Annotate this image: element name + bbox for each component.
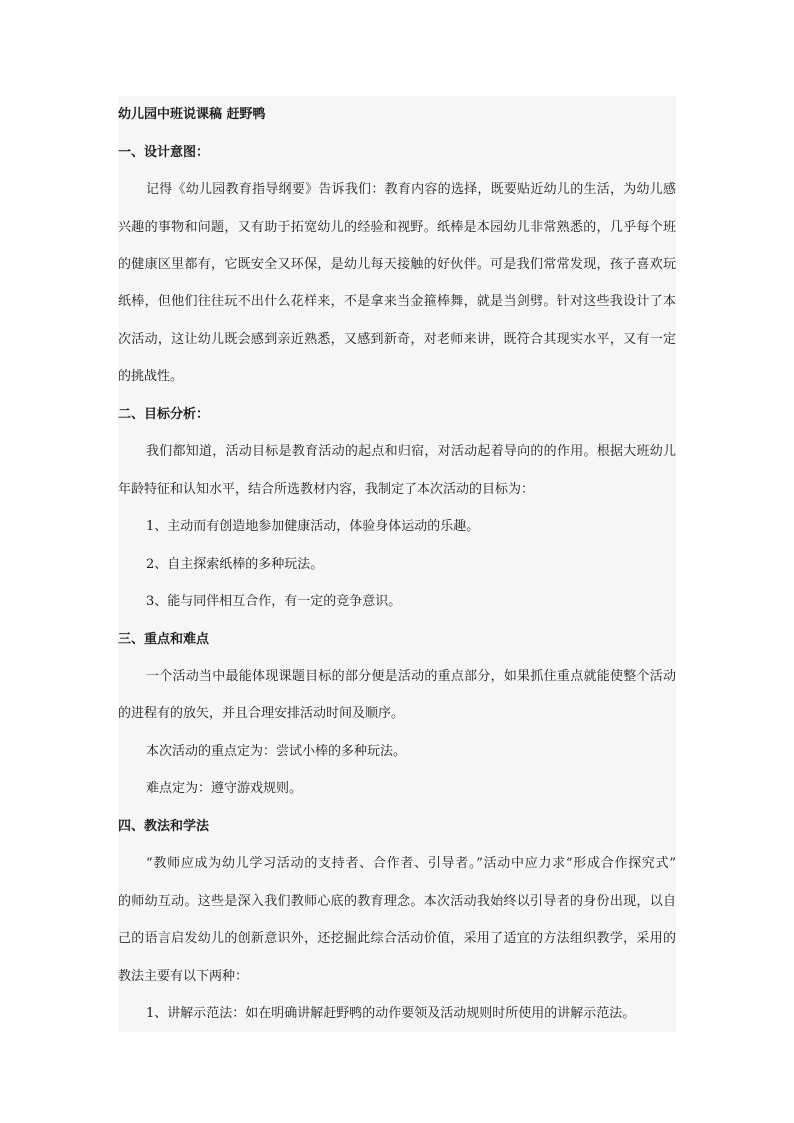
section-heading-teaching-methods: 四、教法和学法 [118,819,210,834]
goal-item: 2、自主探索纸棒的多种玩法。 [146,557,324,572]
paragraph-line: 己的语言启发幼儿的创新意识外，还挖掘此综合活动价值，采用了适宜的方法组织教学，采用的 [118,931,676,946]
paragraph-line: 次活动，这让幼儿既会感到亲近熟悉，又感到新奇，对老师来讲，既符合其现实水平，又有一定 [118,332,676,347]
paragraph-line: 我们都知道，活动目标是教育活动的起点和归宿，对活动起着导向的的作用。根据大班幼儿 [146,444,676,459]
goal-item: 1、主动而有创造地参加健康活动，体验身体运动的乐趣。 [146,519,480,534]
method-item: 1、讲解示范法：如在明确讲解赶野鸭的动作要领及活动规则时所使用的讲解示范法。 [146,1006,636,1021]
paragraph-line: 记得《幼儿园教育指导纲要》告诉我们：教育内容的选择，既要贴近幼儿的生活，为幼儿感 [146,182,676,197]
paragraph-line: 一个活动当中最能体现课题目标的部分便是活动的重点部分，如果抓住重点就能使整个活动 [146,669,676,684]
paragraph-line: 的进程有的放矢，并且合理安排活动时间及顺序。 [118,706,405,721]
paragraph-line: 的师幼互动。这些是深入我们教师心底的教育理念。本次活动我始终以引导者的身份出现，以自 [118,894,676,909]
document-title: 幼儿园中班说课稿 赶野鸭 [118,107,266,122]
section-heading-key-and-difficult-points: 三、重点和难点 [118,632,210,647]
key-point-text: 本次活动的重点定为：尝试小棒的多种玩法。 [146,744,407,759]
paragraph-line: 年龄特征和认知水平，结合所选教材内容，我制定了本次活动的目标为： [118,482,535,497]
paragraph-line: 兴趣的事物和问题，又有助于拓宽幼儿的经验和视野。纸棒是本园幼儿非常熟悉的，几乎每个班 [118,220,676,235]
section-heading-design-intent: 一、设计意图： [118,145,210,160]
paragraph-line: 的健康区里都有，它既安全又环保，是幼儿每天接触的好伙伴。可是我们常常发现，孩子喜欢玩 [118,257,676,272]
paragraph-line: 的挑战性。 [118,369,184,384]
paragraph-line: 纸棒，但他们往往玩不出什么花样来，不是拿来当金箍棒舞，就是当剑劈。针对这些我设计了本 [118,294,676,309]
section-heading-goal-analysis: 二、目标分析： [118,407,210,422]
paragraph-line: “教师应成为幼儿学习活动的支持者、合作者、引导者。”活动中应力求“形成合作探究式” [146,856,676,871]
goal-item: 3、能与同伴相互合作，有一定的竞争意识。 [146,594,402,609]
paragraph-line: 教法主要有以下两种： [118,969,249,984]
difficulty-text: 难点定为：遵守游戏规则。 [146,781,303,796]
